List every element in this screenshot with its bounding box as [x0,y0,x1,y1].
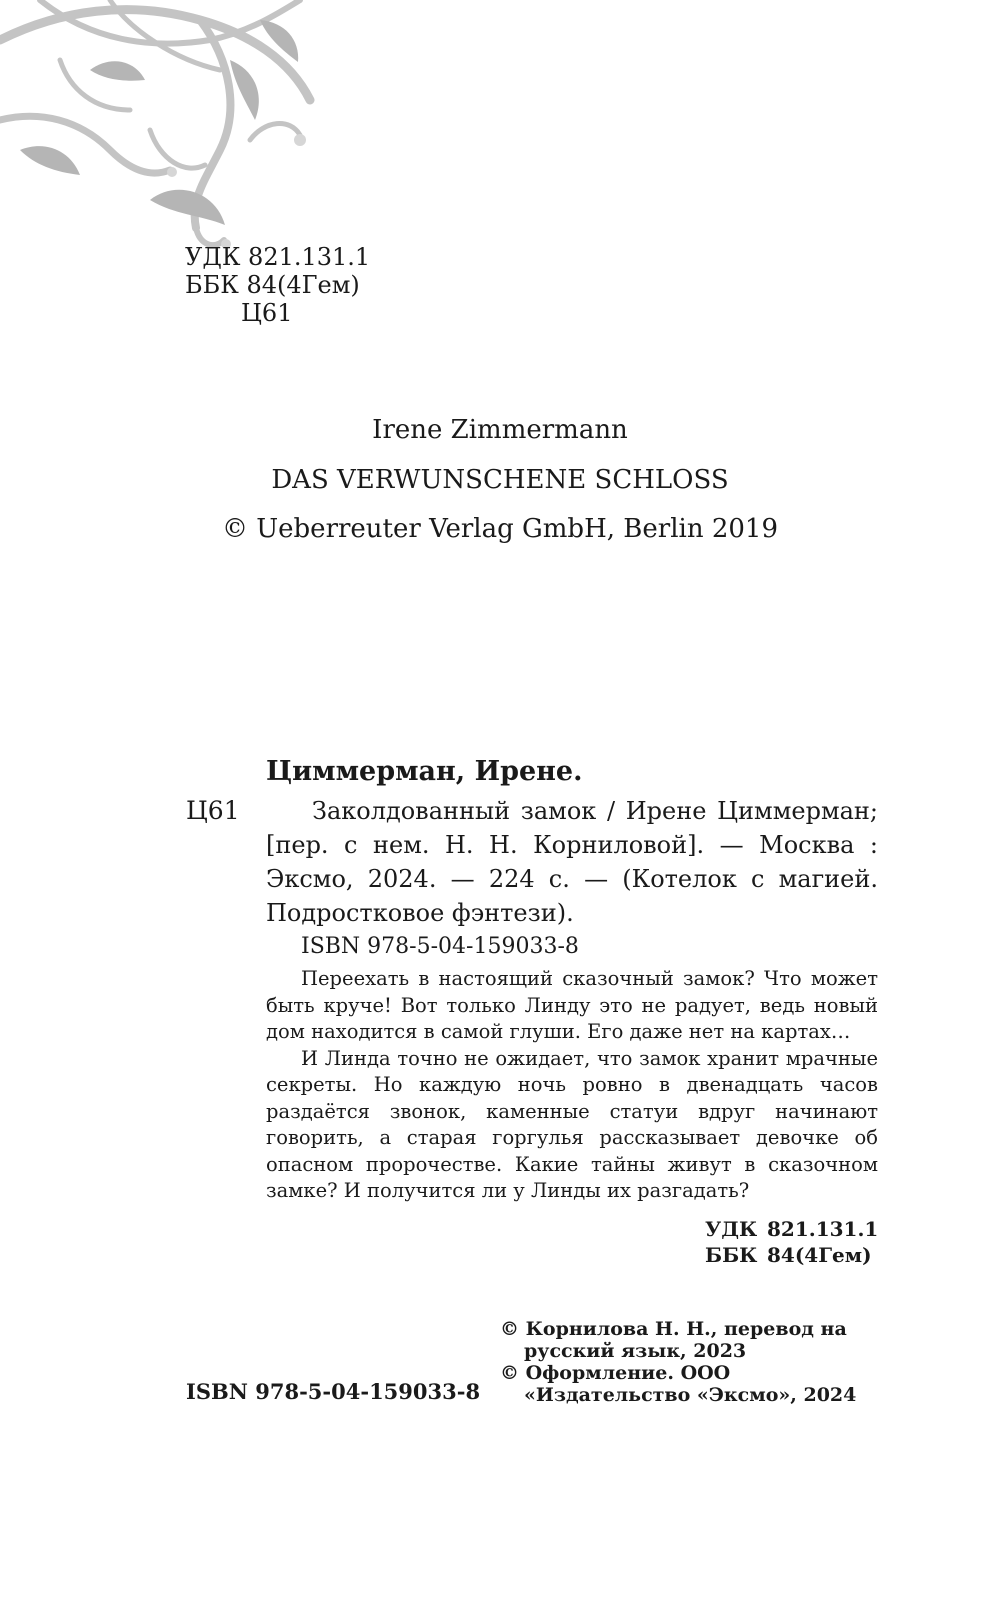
annotation-paragraph-1: Переехать в настоящий сказочный замок? Что может быть круче! Вот только Линду это не радует, ведь новый дом находится в самой глуши. Его даже нет на картах… [266,967,878,1043]
annotation [266,966,878,1205]
design-copyright: © Оформление. ООО «Издательство «Эксмо», 2024 [500,1362,857,1406]
udk-value: 821.131.1 [767,1217,879,1241]
bbk-code: ББК 84(4Гем) [185,271,360,299]
author-mark: Ц61 [241,299,293,327]
biblio-isbn: ISBN 978-5-04-159033-8 [301,934,579,959]
bbk-value: 84(4Гем) [767,1243,872,1267]
udk-label: УДК [705,1217,758,1241]
top-classification [185,243,370,327]
floral-ornament-icon [0,0,340,260]
udk-code: УДК 821.131.1 [185,243,371,271]
classification-block [705,1216,878,1268]
annotation-paragraph-2: И Линда точно не ожидает, что замок хранит мрачные секреты. Но каждую ночь ровно в двенадцать часов раздаётся звонок, каменные статуи вдруг начинают говорить, а старая горгулья рассказывает девочке об опасном пророчестве. Какие тайны живут в сказочном замке? И получится ли у Линды их разгадать? [266,1046,878,1202]
original-copyright: © Ueberreuter Verlag GmbH, Berlin 2019 [221,514,779,544]
translation-copyright: © Корнилова Н. Н., перевод на русский язык, 2023 [500,1318,847,1362]
original-author: Irene Zimmermann [372,415,628,445]
footer-isbn: ISBN 978-5-04-159033-8 [186,1379,481,1404]
biblio-description: Заколдованный замок / Ирене Циммерман; [пер. с нем. Н. Н. Корниловой]. — Москва : Эксмо, 2024. — 224 с. — (Котелок с магией. Подростковое фэнтези). [266,797,878,927]
biblio-author: Циммерман, Ирене. [266,756,583,787]
copyright-block [500,1318,880,1406]
original-title: DAS VERWUNSCHENE SCHLOSS [271,465,729,495]
bbk-label: ББК [705,1243,758,1267]
biblio-author-mark: Ц61 [186,796,240,825]
